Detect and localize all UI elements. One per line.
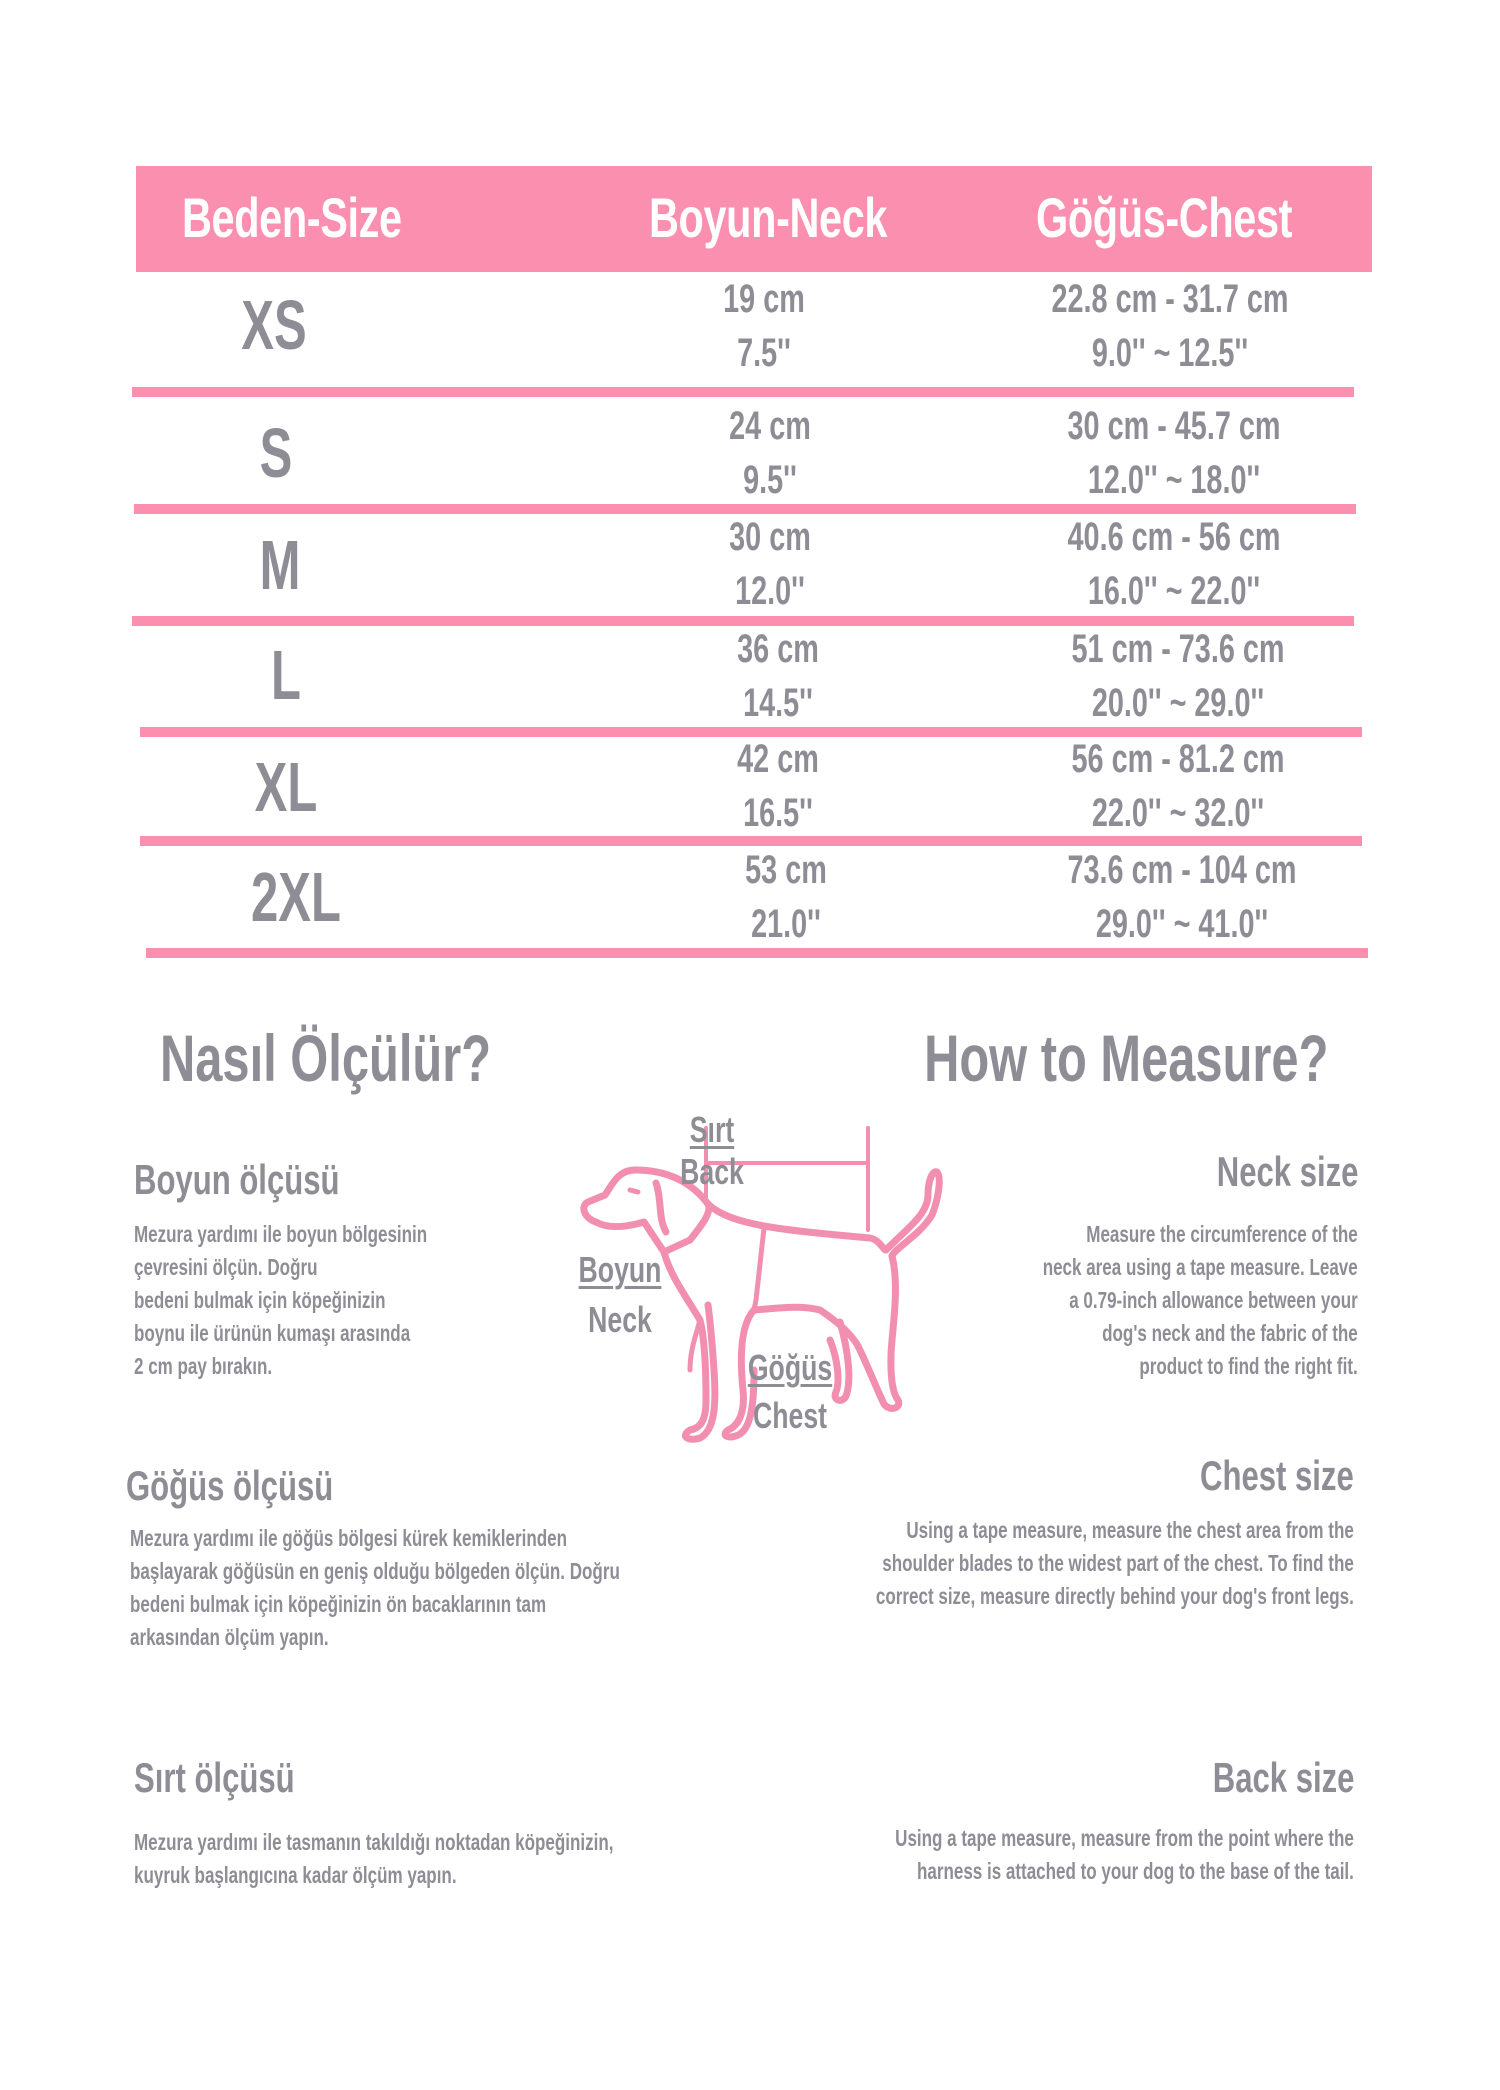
chest-cm: 56 cm - 81.2 cm xyxy=(1071,737,1285,781)
back-title-en: Back size xyxy=(1212,1754,1354,1801)
neck-cm: 53 cm xyxy=(745,848,827,892)
chest-cm: 22.8 cm - 31.7 cm xyxy=(1051,277,1289,321)
neck-in: 21.0'' xyxy=(751,902,821,946)
back-body-tr: Mezura yardımı ile tasmanın takıldığı noktadan köpeğinizin, kuyruk başlangıcına kadar ölçüm yapın. xyxy=(134,1829,614,1888)
label-back-en: Back xyxy=(680,1151,744,1192)
label-neck-en: Neck xyxy=(588,1299,652,1340)
size-label: S xyxy=(259,414,293,492)
neck-in: 12.0'' xyxy=(735,569,805,613)
size-label: XS xyxy=(241,286,307,364)
neck-in: 7.5'' xyxy=(737,331,791,375)
howto-title-tr: Nasıl Ölçülür? xyxy=(160,1021,492,1095)
neck-cm: 24 cm xyxy=(729,404,811,448)
chest-in: 20.0'' ~ 29.0'' xyxy=(1091,681,1265,725)
label-chest-tr: Göğüs xyxy=(747,1347,833,1388)
chest-title-en: Chest size xyxy=(1200,1452,1354,1499)
header-chest: Göğüs-Chest xyxy=(1036,186,1293,249)
label-back-tr: Sırt xyxy=(689,1109,735,1150)
chest-cm: 40.6 cm - 56 cm xyxy=(1067,515,1281,559)
howto-title-en: How to Measure? xyxy=(923,1021,1328,1095)
size-label: M xyxy=(259,526,301,604)
neck-in: 9.5'' xyxy=(743,458,797,502)
neck-cm: 36 cm xyxy=(737,627,819,671)
label-neck-tr: Boyun xyxy=(578,1249,662,1290)
dog-diagram xyxy=(540,1100,960,1460)
back-body-en: Using a tape measure, measure from the point where the harness is attached to your dog to the base of the tail. xyxy=(895,1825,1354,1884)
neck-body-tr: Mezura yardımı ile boyun bölgesinin çevresini ölçün. Doğru bedeni bulmak için köpeğinizin boynu ile ürünün kumaşı arasında 2 cm pay bırakın. xyxy=(134,1221,428,1379)
chest-body-tr: Mezura yardımı ile göğüs bölgesi kürek kemiklerinden başlayarak göğüsün en geniş olduğu bölgeden ölçün. Doğru bedeni bulmak için köpeğinizin ön bacaklarının tam arkasından ölçüm yapın. xyxy=(130,1525,620,1650)
size-label: L xyxy=(271,636,301,714)
chest-in: 12.0'' ~ 18.0'' xyxy=(1087,458,1261,502)
row-divider xyxy=(132,387,1354,397)
chest-body-en: Using a tape measure, measure the chest area from the shoulder blades to the widest part of the chest. To find the correct size, measure directly behind your dog's front legs. xyxy=(876,1517,1354,1609)
size-label: XL xyxy=(254,748,318,826)
row-divider xyxy=(146,948,1368,958)
size-table-header xyxy=(136,166,1372,272)
label-chest-en: Chest xyxy=(752,1395,828,1436)
chest-in: 16.0'' ~ 22.0'' xyxy=(1087,569,1261,613)
chest-in: 29.0'' ~ 41.0'' xyxy=(1095,902,1269,946)
neck-cm: 19 cm xyxy=(723,277,805,321)
neck-title-en: Neck size xyxy=(1216,1148,1358,1195)
chest-in: 22.0'' ~ 32.0'' xyxy=(1091,791,1265,835)
chest-cm: 51 cm - 73.6 cm xyxy=(1071,627,1285,671)
neck-cm: 42 cm xyxy=(737,737,819,781)
neck-in: 16.5'' xyxy=(743,791,813,835)
header-size: Beden-Size xyxy=(182,186,402,249)
chest-cm: 30 cm - 45.7 cm xyxy=(1067,404,1281,448)
neck-in: 14.5'' xyxy=(743,681,813,725)
neck-body-en: Measure the circumference of the neck area using a tape measure. Leave a 0.79-inch allowance between your dog's neck and the fabric of the product to find the right fit. xyxy=(1042,1221,1358,1379)
chest-in: 9.0'' ~ 12.5'' xyxy=(1091,331,1249,375)
neck-title-tr: Boyun ölçüsü xyxy=(134,1156,340,1203)
size-label: 2XL xyxy=(251,858,341,936)
back-title-tr: Sırt ölçüsü xyxy=(134,1754,295,1801)
chest-title-tr: Göğüs ölçüsü xyxy=(126,1462,334,1509)
header-neck: Boyun-Neck xyxy=(649,186,888,249)
chest-cm: 73.6 cm - 104 cm xyxy=(1067,848,1297,892)
neck-cm: 30 cm xyxy=(729,515,811,559)
